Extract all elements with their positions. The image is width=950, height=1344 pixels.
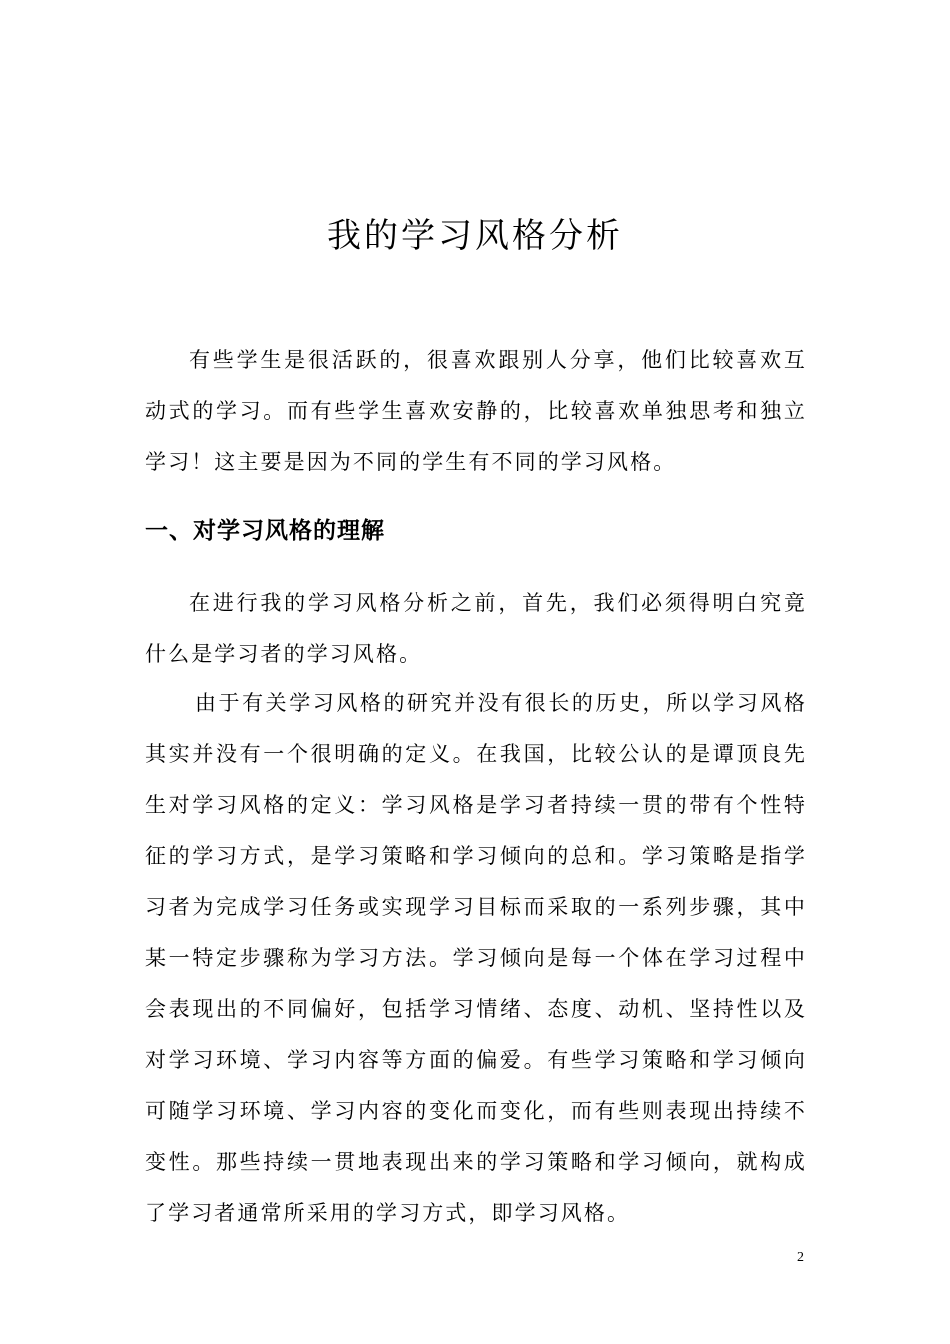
section-paragraph-1: 在进行我的学习风格分析之前，首先，我们必须得明白究竟什么是学习者的学习风格。 bbox=[145, 591, 807, 666]
section-paragraph-2: 由于有关学习风格的研究并没有很长的历史，所以学习风格其实并没有一个很明确的定义。在我国，比较公认的是谭顶良先生对学习风格的定义：学习风格是学习者持续一贯的带有个性特征的学习方式，是学习策略和学习倾向的总和。学习策略是指学习者为完成学习任务或实现学习目标而采取的一系列步骤，其中某一特定步骤称为学习方法。学习倾向是每一个体在学习过程中会表现出的不同偏好，包括学习情绪、态度、动机、坚持性以及对学习环境、学习内容等方面的偏爱。有些学习策略和学习倾向可随学习环境、学习内容的变化而变化，而有些则表现出持续不变性。那些持续一贯地表现出来的学习策略和学习倾向，就构成了学习者通常所采用的学习方式，即学习风格。 bbox=[145, 691, 807, 1225]
section-heading: 一、对学习风格的理解 bbox=[145, 518, 385, 544]
intro-paragraph: 有些学生是很活跃的，很喜欢跟别人分享，他们比较喜欢互动式的学习。而有些学生喜欢安静的，比较喜欢单独思考和独立学习！这主要是因为不同的学生有不同的学习风格。 bbox=[145, 348, 807, 474]
page-number: 2 bbox=[797, 1250, 804, 1265]
document-title: 我的学习风格分析 bbox=[327, 216, 623, 256]
